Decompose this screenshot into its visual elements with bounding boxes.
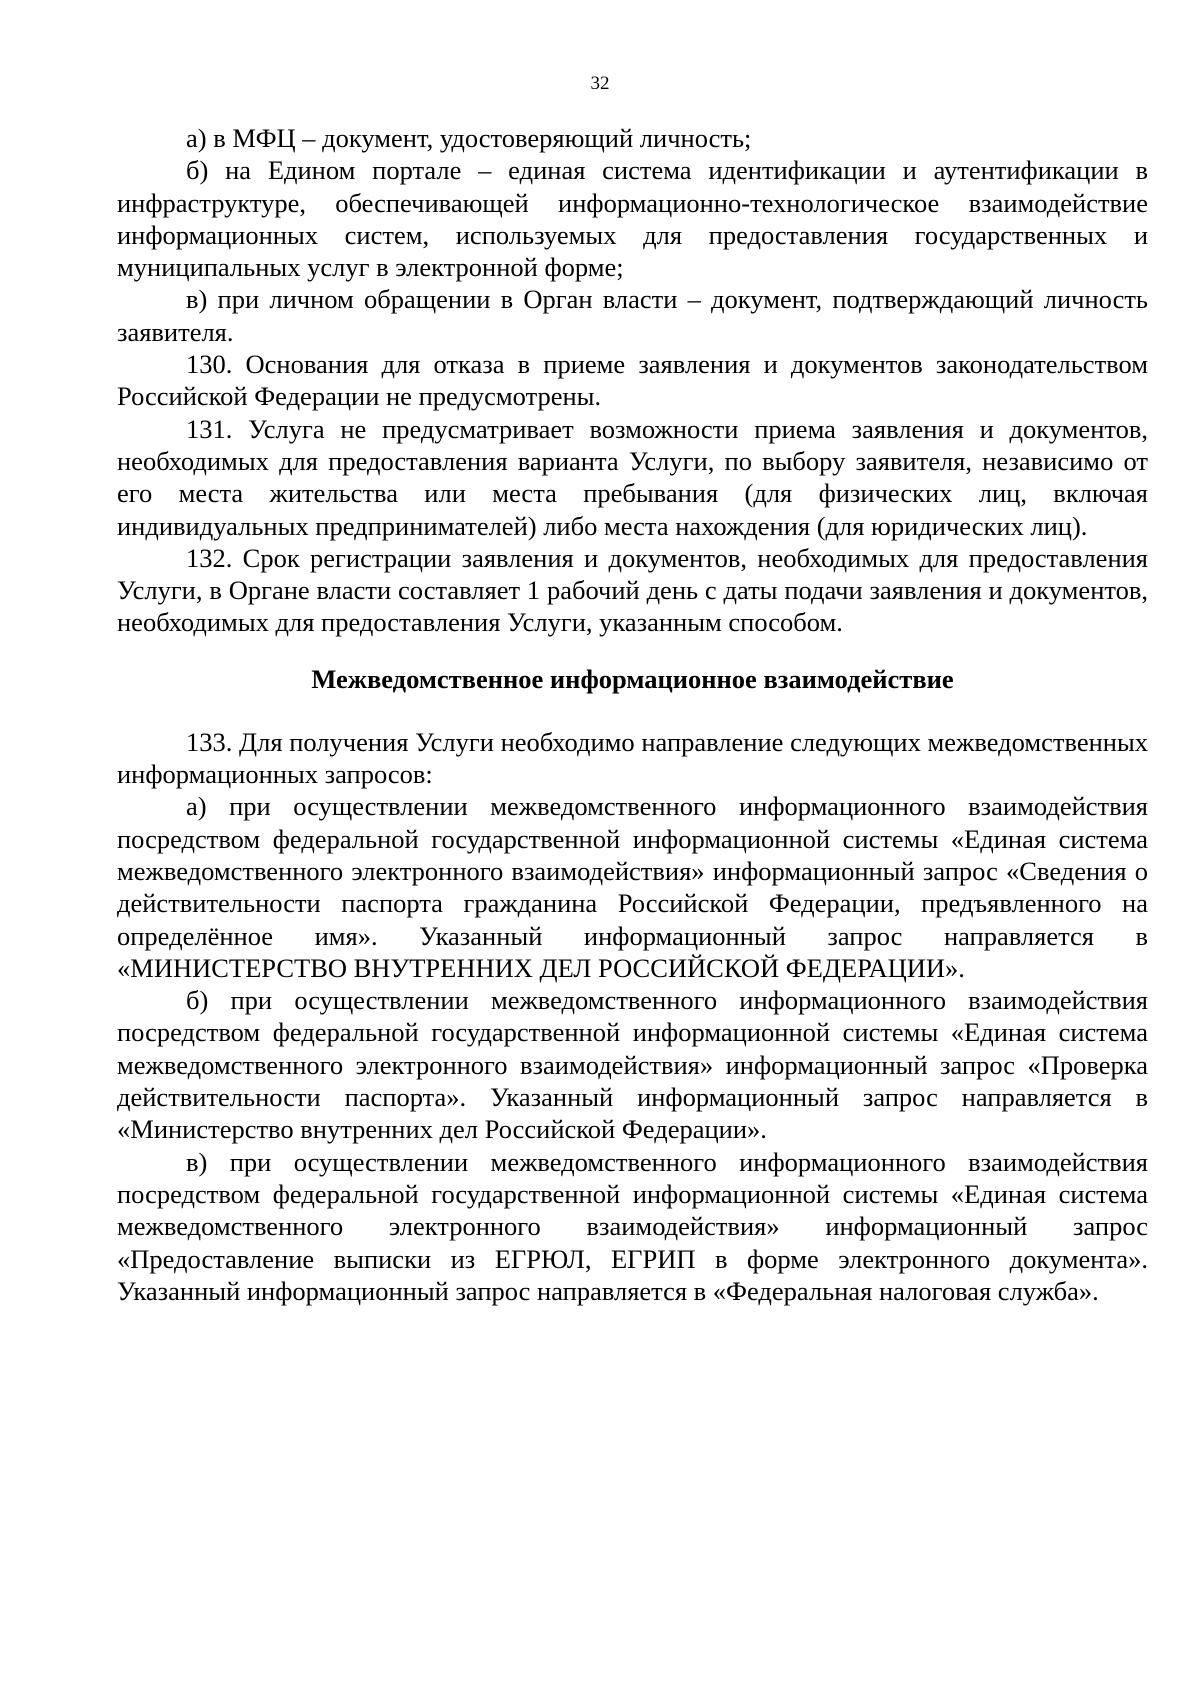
paragraph-132: 132. Срок регистрации заявления и документов, необходимых для предоставления Услуги, в Органе власти составляет 1 рабочий день с даты подачи заявления и документов, необходимых для предоставления Услуги, указанным способом. bbox=[117, 542, 1148, 638]
page-number: 32 bbox=[590, 73, 610, 94]
paragraph-130: 130. Основания для отказа в приеме заявления и документов законодательством Российской Федерации не предусмотрены. bbox=[117, 349, 1148, 412]
paragraph-133-v: в) при осуществлении межведомственного информационного взаимодействия посредством федеральной государственной информационной системы «Единая система межведомственного электронного взаимодействия» информационный запрос «Предоставление выписки из ЕГРЮЛ, ЕГРИП в форме электронного документа». Указанный информационный запрос направляется в «Федеральная налоговая служба». bbox=[117, 1146, 1148, 1306]
section-heading: Межведомственное информационное взаимодействие bbox=[311, 663, 954, 694]
document-body bbox=[117, 122, 1148, 1307]
paragraph-identity-portal: б) на Едином портале – единая система идентификации и аутентификации в инфраструктуре, обеспечивающей информационно-технологическое взаимодействие информационных систем, используемых для предоставления государственных и муниципальных услуг в электронной форме; bbox=[117, 155, 1148, 283]
paragraph-131: 131. Услуга не предусматривает возможности приема заявления и документов, необходимых для предоставления варианта Услуги, по выбору заявителя, независимо от его места жительства или места пребывания (для физических лиц, включая индивидуальных предпринимателей) либо места нахождения (для юридических лиц). bbox=[117, 413, 1148, 541]
paragraph-133: 133. Для получения Услуги необходимо направление следующих межведомственных информационных запросов: bbox=[117, 726, 1148, 790]
paragraph-133-b: б) при осуществлении межведомственного информационного взаимодействия посредством федеральной государственной информационной системы «Единая система межведомственного электронного взаимодействия» информационный запрос «Проверка действительности паспорта». Указанный информационный запрос направляется в «Министерство внутренних дел Российской Федерации». bbox=[117, 985, 1148, 1145]
paragraph-identity-authority: в) при личном обращении в Орган власти – документ, подтверждающий личность заявителя. bbox=[117, 284, 1148, 347]
paragraph-133-a: а) при осуществлении межведомственного информационного взаимодействия посредством федеральной государственной информационной системы «Единая система межведомственного электронного взаимодействия» информационный запрос «Сведения о действительности паспорта гражданина Российской Федерации, предъявленного на определённое имя». Указанный информационный запрос направляется в «МИНИСТЕРСТВО ВНУТРЕННИХ ДЕЛ РОССИЙСКОЙ ФЕДЕРАЦИИ». bbox=[117, 791, 1148, 983]
paragraph-identity-mfc: а) в МФЦ – документ, удостоверяющий личность; bbox=[186, 123, 752, 153]
